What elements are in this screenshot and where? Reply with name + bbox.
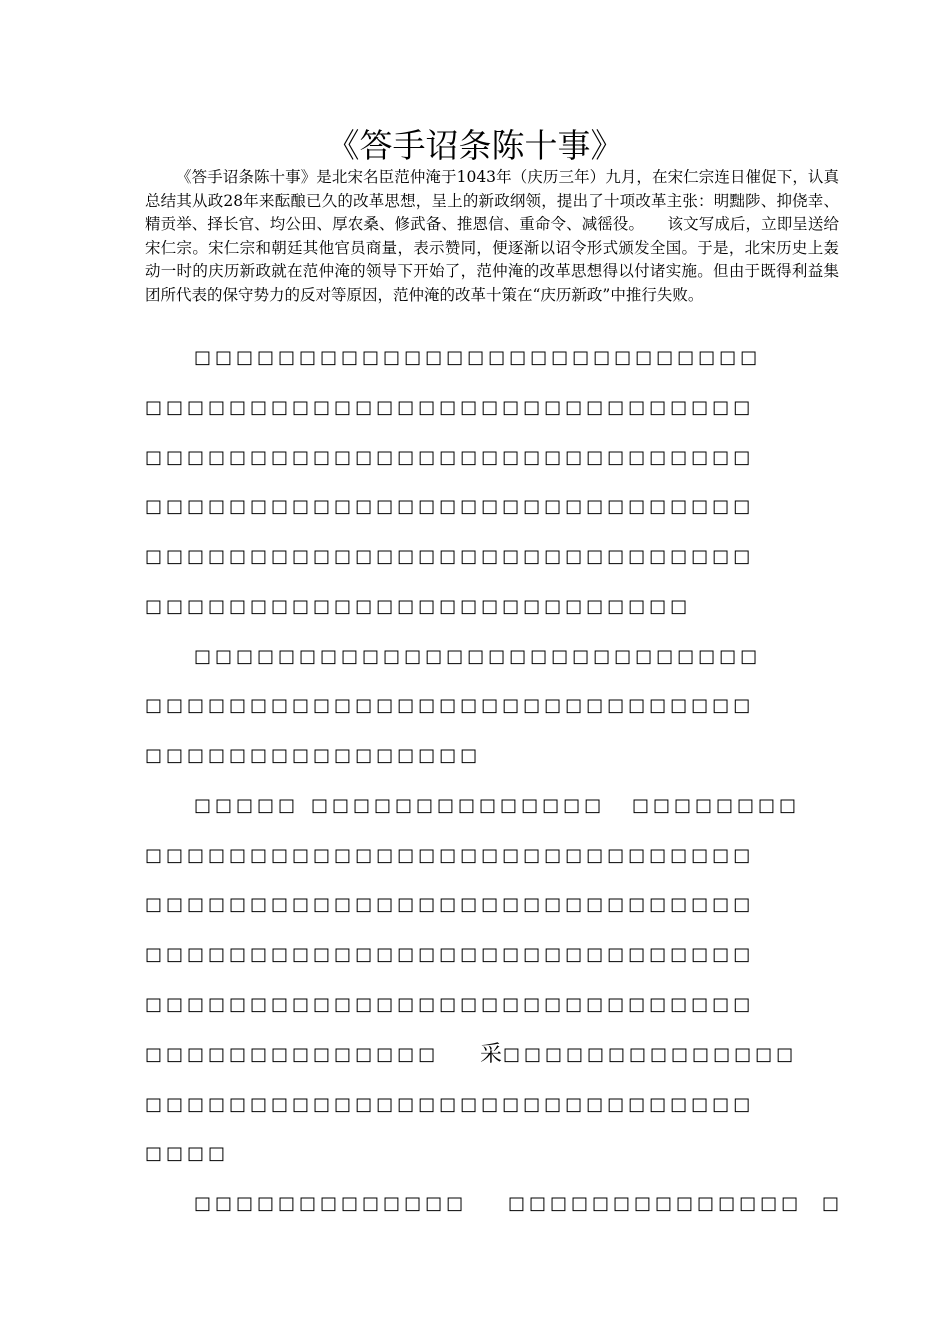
garbled-line-6: □□□□□□□□□□□□□□□□□□□□□□□□□□ — [145, 596, 692, 617]
garbled-line-2: □□□□□□□□□□□□□□□□□□□□□□□□□□□□□ — [145, 397, 755, 418]
garbled-line-13: □□□□□□□□□□□□□□□□□□□□□□□□□□□□□ — [145, 944, 755, 965]
garbled-line-16: □□□□□□□□□□□□□□□□□□□□□□□□□□□□□ — [145, 1094, 755, 1115]
page-title: 《答手诏条陈十事》 — [326, 126, 624, 166]
garbled-line-10c: □□□□□□□□ — [632, 795, 801, 816]
garbled-line-11: □□□□□□□□□□□□□□□□□□□□□□□□□□□□□ — [145, 845, 755, 866]
garbled-line-8: □□□□□□□□□□□□□□□□□□□□□□□□□□□□□ — [145, 695, 755, 716]
visible-character: 采 — [480, 1042, 503, 1067]
garbled-line-14: □□□□□□□□□□□□□□□□□□□□□□□□□□□□□ — [145, 994, 755, 1015]
garbled-line-17: □□□□ — [145, 1143, 230, 1164]
garbled-line-10b: □□□□□□□□□□□□□□ — [311, 795, 606, 816]
garbled-line-5: □□□□□□□□□□□□□□□□□□□□□□□□□□□□□ — [145, 546, 755, 567]
garbled-line-4: □□□□□□□□□□□□□□□□□□□□□□□□□□□□□ — [145, 496, 755, 517]
garbled-line-9: □□□□□□□□□□□□□□□□ — [145, 745, 482, 766]
garbled-line-3: □□□□□□□□□□□□□□□□□□□□□□□□□□□□□ — [145, 447, 755, 468]
garbled-line-15a: □□□□□□□□□□□□□□ — [145, 1044, 440, 1065]
garbled-line-18a: □□□□□□□□□□□□□ — [194, 1193, 468, 1214]
garbled-line-18b: □□□□□□□□□□□□□□ — [508, 1193, 803, 1214]
garbled-line-1: □□□□□□□□□□□□□□□□□□□□□□□□□□□ — [194, 347, 762, 368]
intro-paragraph: 《答手诏条陈十事》是北宋名臣范仲淹于1043年（庆历三年）九月，在宋仁宗连日催促下，认真总结其从政28年来酝酿已久的改革思想，呈上的新政纲领，提出了十项改革主张：明黜陟、抑侥幸、精贡举、择长官、均公田、厚农桑、修武备、推恩信、重命令、减徭役。 该文写成后，立即呈送给宋仁宗。宋仁宗和朝廷其他官员商量，表示赞同，便逐渐以诏令形式颁发全国。于是，北宋历史上轰动一时的庆历新政就在范仲淹的领导下开始了，范仲淹的改革思想得以付诸实施。但由于既得利益集团所代表的保守势力的反对等原因，范仲淹的改革十策在“庆历新政”中推行失败。 — [145, 168, 839, 304]
garbled-line-10a: □□□□□ — [194, 795, 300, 816]
garbled-line-7: □□□□□□□□□□□□□□□□□□□□□□□□□□□ — [194, 646, 762, 667]
garbled-line-12: □□□□□□□□□□□□□□□□□□□□□□□□□□□□□ — [145, 894, 755, 915]
garbled-line-15b: □□□□□□□□□□□□□□ — [503, 1044, 798, 1065]
garbled-line-18c: □ — [822, 1193, 844, 1214]
